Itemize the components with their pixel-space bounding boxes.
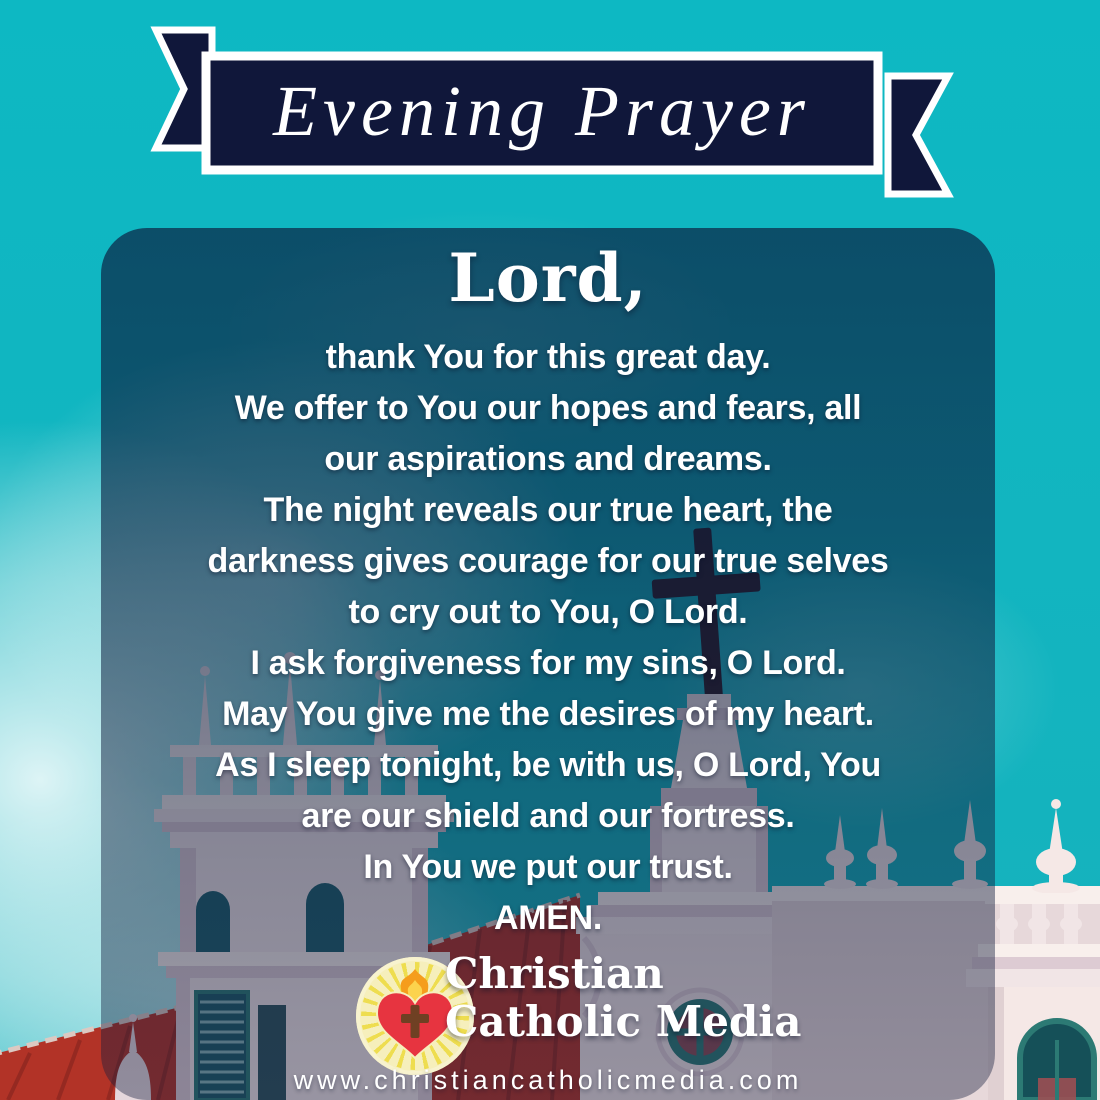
brand-name [445, 950, 801, 1046]
prayer-salutation: Lord, [448, 239, 648, 317]
prayer-line: As I sleep tonight, be with us, O Lord, You [215, 746, 881, 784]
prayer-line: In You we put our trust. [363, 848, 733, 886]
prayer-line: thank You for this great day. [325, 338, 771, 376]
prayer-line: The night reveals our true heart, the [263, 491, 833, 529]
brand-line2: Catholic Media [445, 997, 802, 1046]
prayer-line: AMEN. [493, 899, 603, 937]
prayer-line: our aspirations and dreams. [324, 440, 772, 478]
prayer-line: are our shield and our fortress. [301, 797, 795, 835]
prayer-card-panel [101, 228, 995, 1100]
prayer-line: May You give me the desires of my heart. [222, 695, 874, 733]
brand-line1: Christian [445, 949, 664, 998]
prayer-body [101, 332, 995, 944]
website-url: www.christiancatholicmedia.com [293, 1065, 803, 1095]
ribbon-tail-right [888, 76, 948, 194]
prayer-line: We offer to You our hopes and fears, all [234, 389, 862, 427]
prayer-line: darkness gives courage for our true selves [207, 542, 889, 580]
banner-title: Evening Prayer [273, 71, 811, 151]
prayer-line: I ask forgiveness for my sins, O Lord. [250, 644, 846, 682]
prayer-line: to cry out to You, O Lord. [348, 593, 748, 631]
